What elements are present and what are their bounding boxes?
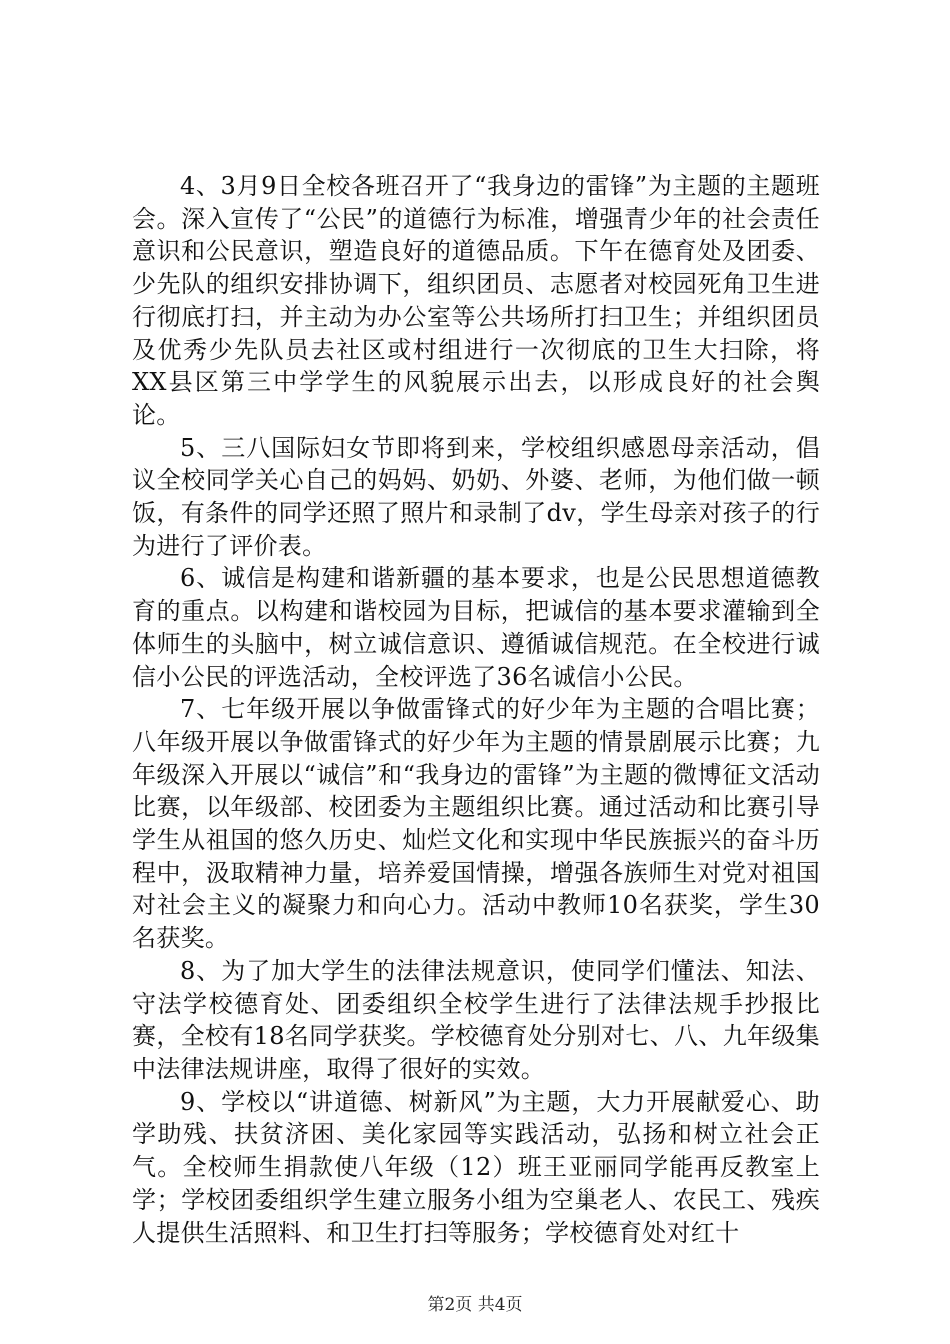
- page-footer: 第2页 共4页: [427, 1295, 523, 1315]
- paragraph-7: 7、七年级开展以争做雷锋式的好少年为主题的合唱比赛；八年级开展以争做雷锋式的好少年为主题的情景剧展示比赛；九年级深入开展以“诚信”和“我身边的雷锋”为主题的微博征文活动比赛，以年级部、校团委为主题组织比赛。通过活动和比赛引导学生从祖国的悠久历史、灿烂文化和实现中华民族振兴的奋斗历程中，汲取精神力量，培养爱国情操，增强各族师生对党对祖国对社会主义的凝聚力和向心力。活动中教师10名获奖，学生30名获奖。: [132, 695, 820, 953]
- paragraph-6: 6、诚信是构建和谐新疆的基本要求，也是公民思想道德教育的重点。以构建和谐校园为目标，把诚信的基本要求灌输到全体师生的头脑中，树立诚信意识、遵循诚信规范。在全校进行诚信小公民的评选活动，全校评选了36名诚信小公民。: [132, 564, 820, 691]
- document-body: [132, 170, 820, 1249]
- paragraph-9: 9、学校以“讲道德、树新风”为主题，大力开展献爱心、助学助残、扶贫济困、美化家园等实践活动，弘扬和树立社会正气。全校师生捐款使八年级（12）班王亚丽同学能再反教室上学；学校团委组织学生建立服务小组为空巢老人、农民工、残疾人提供生活照料、和卫生打扫等服务；学校德育处对红十: [132, 1087, 820, 1247]
- paragraph-5: 5、三八国际妇女节即将到来，学校组织感恩母亲活动，倡议全校同学关心自己的妈妈、奶奶、外婆、老师，为他们做一顿饭，有条件的同学还照了照片和录制了dv，学生母亲对孩子的行为进行了评价表。: [132, 433, 820, 560]
- paragraph-4: 4、3月9日全校各班召开了“我身边的雷锋”为主题的主题班会。深入宣传了“公民”的道德行为标准，增强青少年的社会责任意识和公民意识，塑造良好的道德品质。下午在德育处及团委、少先队的组织安排协调下，组织团员、志愿者对校园死角卫生进行彻底打扫，并主动为办公室等公共场所打扫卫生；并组织团员及优秀少先队员去社区或村组进行一次彻底的卫生大扫除，将XX县区第三中学学生的风貌展示出去，以形成良好的社会舆论。: [132, 172, 820, 429]
- paragraph-8: 8、为了加大学生的法律法规意识，使同学们懂法、知法、守法学校德育处、团委组织全校学生进行了法律法规手抄报比赛，全校有18名同学获奖。学校德育处分别对七、八、九年级集中法律法规讲座，取得了很好的实效。: [132, 956, 820, 1083]
